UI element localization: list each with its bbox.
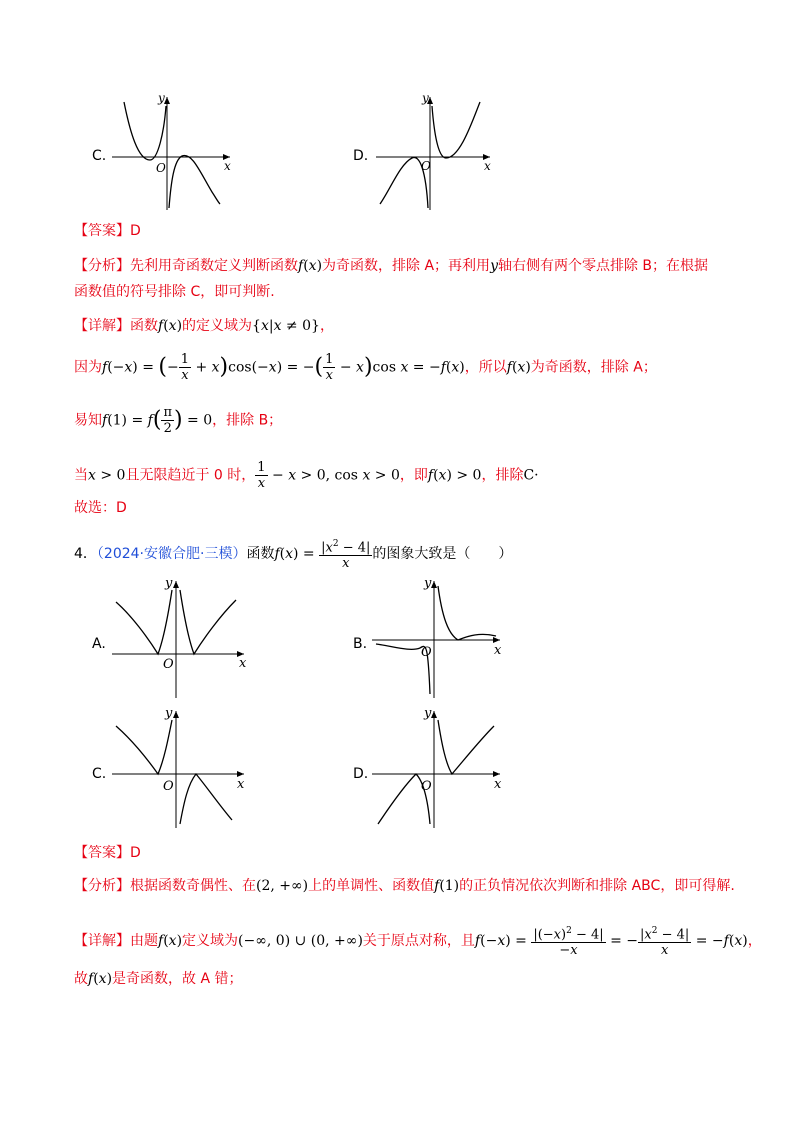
graph-q3-option-d [376, 92, 500, 214]
q3-detail-line2: 因为f(−x) = (− $\frac{1}{x}$ + x)cos(−x) = −( $\frac{1}{x}$ − x)cos x = −f(x)，所以f(x)为奇函数，排除 A； [74, 352, 657, 383]
q3-detail-line3: 易知f(1) = f( $\frac{\pi}{2}$ ) = 0，排除 B； [74, 405, 283, 436]
svg-text:x: x [239, 656, 247, 671]
q4-stem: 4．（2024·安徽合肥·三模）函数f(x) = $\frac{|x^2 - 4|}{x}$ 的图象大致是（ ） [74, 539, 513, 572]
q3-detail-line4: 当x > 0且无限趋近于 0 时， $\frac{1}{x}$ − x > 0, cos x > 0，即f(x) > 0，排除C· [74, 460, 539, 491]
graph-q4-option-a [112, 576, 252, 700]
svg-text:y: y [165, 576, 173, 591]
q4-option-a-label: A. [92, 636, 106, 652]
q4-detail-line1: 【详解】由题f(x)定义域为(−∞, 0) ∪ (0, +∞)关于原点对称，且f(−x) = $\frac{|(-x)^2 - 4|}{-x}$ = − $\frac{|x^2 - 4|}{x}$ = −f(x)， [74, 926, 762, 959]
svg-text:x: x [494, 777, 502, 792]
graph-q4-option-b [372, 576, 508, 700]
q4-option-c-label: C. [92, 766, 107, 782]
svg-text:x: x [237, 777, 245, 792]
svg-text:O: O [421, 159, 431, 173]
q3-detail-line1: 【详解】函数f(x)的定义域为{x|x ≠ 0}， [74, 318, 334, 334]
origin-label: O [156, 161, 166, 175]
svg-text:O: O [421, 645, 432, 660]
svg-text:y: y [424, 706, 432, 721]
q3-analysis-line1: 【分析】先利用奇函数定义判断函数f(x)为奇函数，排除 A；再利用y轴右侧有两个零点排除 B；在根据 [74, 258, 709, 274]
y-axis-label: y [158, 92, 165, 105]
q3-answer: 【答案】D [74, 223, 141, 239]
x-axis-label: x [224, 159, 231, 173]
svg-text:y: y [165, 706, 173, 721]
svg-text:O: O [163, 779, 174, 794]
q4-option-b-label: B. [353, 636, 368, 652]
q4-answer: 【答案】D [74, 845, 141, 861]
graph-q4-option-c [112, 706, 252, 830]
graph-q3-option-c [112, 92, 240, 214]
svg-text:y: y [422, 92, 429, 105]
q4-detail-line2: 故f(x)是奇函数，故 A 错； [74, 971, 243, 987]
q4-option-d-label: D. [353, 766, 369, 782]
svg-text:x: x [494, 643, 502, 658]
svg-text:O: O [163, 657, 174, 672]
svg-text:x: x [484, 159, 491, 173]
svg-text:O: O [421, 779, 432, 794]
q3-conclusion: 故选：D [74, 500, 127, 516]
option-c-label: C. [92, 148, 107, 164]
graph-q4-option-d [372, 706, 508, 830]
option-d-label: D. [353, 148, 369, 164]
svg-text:y: y [424, 576, 432, 591]
q4-analysis: 【分析】根据函数奇偶性、在(2, +∞)上的单调性、函数值f(1)的正负情况依次判断和排除 ABC，即可得解. [74, 878, 735, 894]
q3-analysis-line2: 函数值的符号排除 C，即可判断. [74, 284, 275, 300]
